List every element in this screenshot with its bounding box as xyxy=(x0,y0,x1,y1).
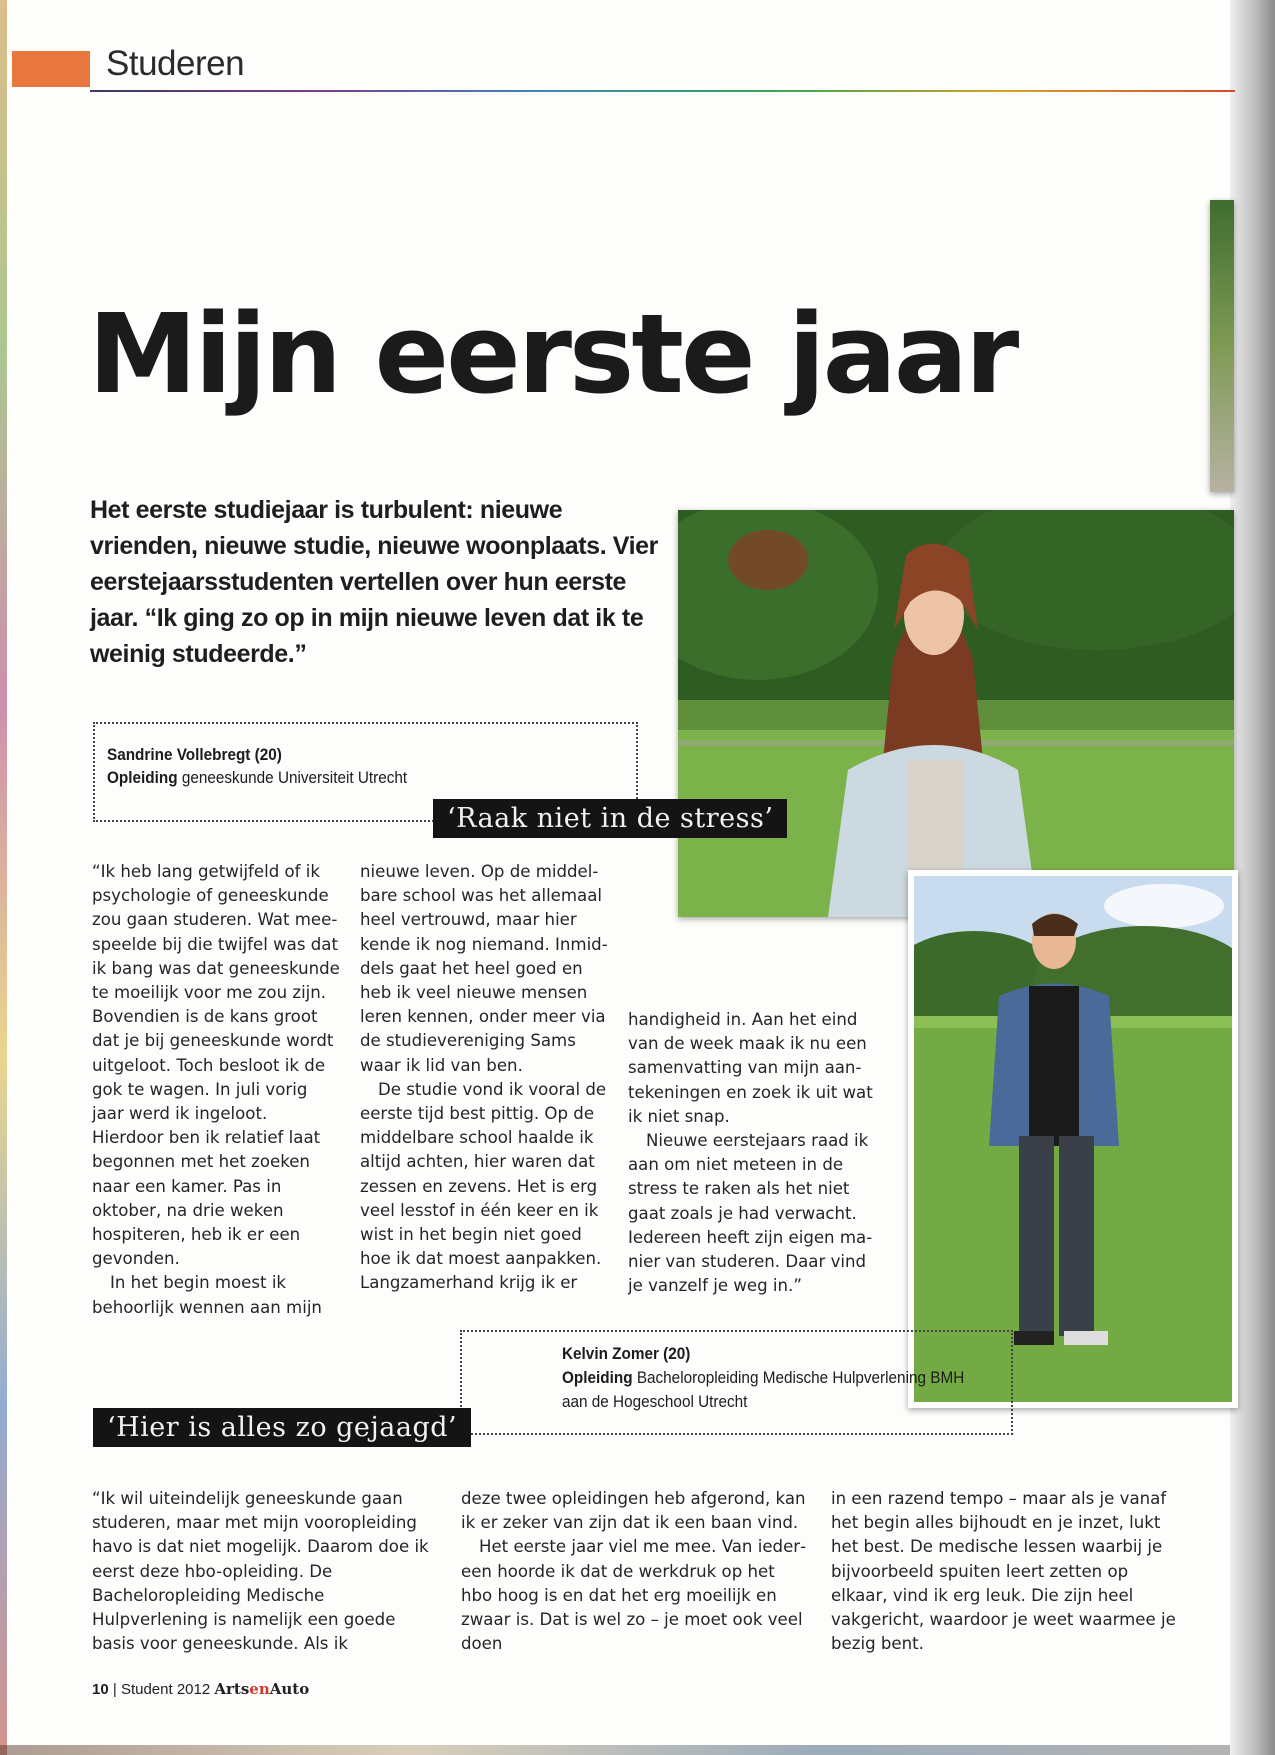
paragraph: handigheid in. Aan het eind van de week maak ik nu een samenvatting van mijn aantekeningen en zoek ik uit wat ik niet snap. xyxy=(628,1010,873,1126)
body-column xyxy=(628,1008,878,1298)
program-label: Opleiding xyxy=(562,1368,633,1387)
program-value: geneeskunde Universiteit Utrecht xyxy=(181,768,408,787)
section-color-tab xyxy=(12,51,90,87)
body-column xyxy=(461,1487,811,1656)
paragraph: “Ik wil uiteindelijk geneeskunde gaan studeren, maar met mijn vooropleiding havo is dat niet mogelijk. Daarom doe ik eerst deze hbo-opleiding. De Bacheloropleiding Medische Hulpverlening is namelijk een goede basis voor geneeskunde. Als ik xyxy=(92,1489,429,1654)
student-program xyxy=(107,768,407,788)
photo-kelvin-figure xyxy=(914,876,1232,1402)
student-name: Kelvin Zomer (20) xyxy=(562,1344,691,1363)
partial-photo-edge xyxy=(1210,200,1234,492)
photo-sandrine xyxy=(678,510,1234,917)
article-intro: Het eerste studiejaar is turbulent: nieuwe vrienden, nieuwe studie, nieuwe woonplaats. Vier eerstejaarsstudenten vertellen over hun eerste jaar. “Ik ging zo op in mijn nieuwe leven dat ik te weinig studeerde.” xyxy=(90,496,658,668)
page-footer xyxy=(92,1680,309,1698)
body-column xyxy=(360,860,610,1296)
student-program-institution: aan de Hogeschool Utrecht xyxy=(562,1392,748,1411)
student-program xyxy=(562,1368,964,1388)
program-value: Bacheloropleiding Medische Hulpverlening BMH xyxy=(636,1368,965,1387)
issue-label: Student 2012 xyxy=(120,1681,211,1698)
body-column xyxy=(92,1487,442,1656)
brand-part: Auto xyxy=(269,1680,310,1698)
paragraph: Nieuwe eerstejaars raad ik aan om niet meteen in de stress te raken als het niet gaat zoals je had verwacht. Iedereen heeft zijn eigen manier van studeren. Daar vind je vanzelf je weg in.” xyxy=(628,1131,873,1296)
paragraph: in een razend tempo – maar als je vanaf het begin alles bijhoudt en je inzet, lukt het best. De medische lessen waarbij je bijvoorbeeld spuiten leert zetten op elkaar, vind ik erg leuk. Die zijn heel vakgericht, waardoor je weet waarmee je bezig bent. xyxy=(831,1489,1176,1654)
magazine-brand xyxy=(214,1680,309,1698)
page-number: 10 xyxy=(92,1681,109,1698)
body-column xyxy=(92,860,342,1320)
article-title: Mijn eerste jaar xyxy=(88,290,1017,418)
bottom-edge-decoration xyxy=(0,1745,1230,1755)
paragraph: In het begin moest ik behoorlijk wennen aan mijn xyxy=(92,1273,322,1317)
footer-separator: | xyxy=(112,1681,117,1698)
paragraph: deze twee opleidingen heb afgerond, kan ik er zeker van zijn dat ik een baan vind. xyxy=(461,1489,806,1533)
paragraph: nieuwe leven. Op de middelbare school was het allemaal heel vertrouwd, maar hier kende ik nog niemand. Inmiddels gaat het heel goed en heb ik veel nieuwe mensen leren kennen, onder meer via de studievereniging Sams waar ik lid van ben. xyxy=(360,862,608,1075)
pull-quote-banner: ‘Hier is alles zo gejaagd’ xyxy=(93,1408,471,1447)
student-name: Sandrine Vollebregt (20) xyxy=(107,745,282,764)
photo-kelvin xyxy=(908,870,1238,1408)
brand-part: en xyxy=(249,1680,270,1698)
brand-part: Arts xyxy=(214,1680,250,1698)
page-edge-decoration xyxy=(0,0,7,1755)
section-label: Studeren xyxy=(106,44,245,83)
paragraph: De studie vond ik vooral de eerste tijd best pittig. Op de middelbare school haalde ik altijd achten, hier waren dat zessen en zevens. Het is erg veel lesstof in één keer en ik wist in het begin niet goed hoe ik dat moest aanpakken. Langzamerhand krijg ik er xyxy=(360,1079,607,1293)
body-column xyxy=(831,1487,1181,1656)
pull-quote-banner: ‘Raak niet in de stress’ xyxy=(433,799,787,838)
paragraph: “Ik heb lang getwijfeld of ik psychologie of geneeskunde zou gaan studeren. Wat meespeelde bij die twijfel was dat ik bang was dat geneeskunde te moeilijk voor me zou zijn. Bovendien is de kans groot dat je bij geneeskunde wordt uitgeloot. Toch besloot ik de gok te wagen. In juli vorig jaar werd ik ingeloot. Hierdoor ben ik relatief laat begonnen met het zoeken naar een kamer. Pas in oktober, na drie weken hospiteren, heb ik er een gevonden. xyxy=(92,862,340,1269)
header-rule xyxy=(90,90,1235,92)
program-label: Opleiding xyxy=(107,768,178,787)
photo-sandrine-figure xyxy=(678,510,1234,917)
paragraph: Het eerste jaar viel me mee. Van iedereen hoorde ik dat de werkdruk op het hbo hoog is en dat het erg moeilijk en zwaar is. Dat is wel zo – je moet ook veel doen xyxy=(461,1537,807,1654)
student-info-box xyxy=(460,1330,1013,1435)
